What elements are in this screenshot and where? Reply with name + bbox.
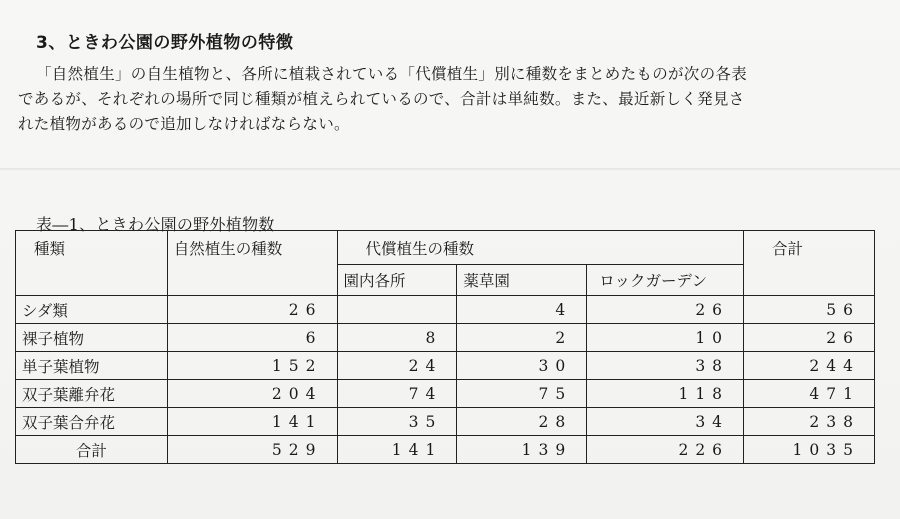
- cell-park: 24: [337, 352, 457, 380]
- total-row-name: 合計: [16, 436, 168, 464]
- row-name: シダ類: [16, 296, 168, 324]
- cell-rock: 38: [587, 352, 744, 380]
- cell-total: 244: [744, 352, 875, 380]
- cell-natural: 26: [167, 296, 337, 324]
- cell-total: 26: [744, 324, 875, 352]
- subheader-park: 園内各所: [337, 265, 457, 296]
- cell-natural: 6: [167, 324, 337, 352]
- cell-rock: 10: [587, 324, 744, 352]
- table-row: [16, 324, 875, 352]
- total-total: 1035: [744, 436, 875, 464]
- cell-herb: 2: [457, 324, 587, 352]
- table-caption: 表―1、ときわ公園の野外植物数: [36, 215, 275, 234]
- total-natural: 529: [167, 436, 337, 464]
- paragraph-line: れた植物があるので追加しなければならない。: [18, 115, 350, 133]
- header-substitute: 代償植生の種数: [337, 231, 744, 265]
- header-natural: 自然植生の種数: [167, 231, 337, 296]
- cell-park: 8: [337, 324, 457, 352]
- cell-total: 471: [744, 380, 875, 408]
- paragraph-line: 「自然植生」の自生植物と、各所に植栽されている「代償植生」別に種数をまとめたものが次の各表: [36, 65, 748, 83]
- cell-herb: 4: [457, 296, 587, 324]
- cell-herb: 28: [457, 408, 587, 436]
- cell-park: 35: [337, 408, 457, 436]
- header-category: 種類: [16, 231, 168, 296]
- subheader-rock: ロックガーデン: [587, 265, 744, 296]
- total-park: 141: [337, 436, 457, 464]
- cell-total: 56: [744, 296, 875, 324]
- intro-paragraph: [18, 62, 878, 137]
- row-name: 双子葉合弁花: [16, 408, 168, 436]
- table-row: [16, 408, 875, 436]
- paragraph-line: であるが、それぞれの場所で同じ種類が植えられているので、合計は単純数。また、最近新しく発見さ: [18, 90, 745, 108]
- cell-herb: 75: [457, 380, 587, 408]
- row-name: 裸子植物: [16, 324, 168, 352]
- subheader-herb: 薬草園: [457, 265, 587, 296]
- total-rock: 226: [587, 436, 744, 464]
- plant-count-table: [15, 230, 875, 464]
- header-total: 合計: [744, 231, 875, 296]
- cell-park: 74: [337, 380, 457, 408]
- row-name: 単子葉植物: [16, 352, 168, 380]
- cell-rock: 26: [587, 296, 744, 324]
- total-herb: 139: [457, 436, 587, 464]
- cell-natural: 141: [167, 408, 337, 436]
- table-row: [16, 296, 875, 324]
- section-heading: 3、ときわ公園の野外植物の特徴: [36, 33, 294, 53]
- table-total-row: [16, 436, 875, 464]
- table-row: [16, 380, 875, 408]
- cell-total: 238: [744, 408, 875, 436]
- cell-natural: 152: [167, 352, 337, 380]
- cell-rock: 118: [587, 380, 744, 408]
- cell-herb: 30: [457, 352, 587, 380]
- page-fold-shadow: [0, 168, 900, 171]
- cell-rock: 34: [587, 408, 744, 436]
- table-row: [16, 352, 875, 380]
- cell-natural: 204: [167, 380, 337, 408]
- cell-park: [337, 296, 457, 324]
- row-name: 双子葉離弁花: [16, 380, 168, 408]
- table-header-row: [16, 231, 875, 265]
